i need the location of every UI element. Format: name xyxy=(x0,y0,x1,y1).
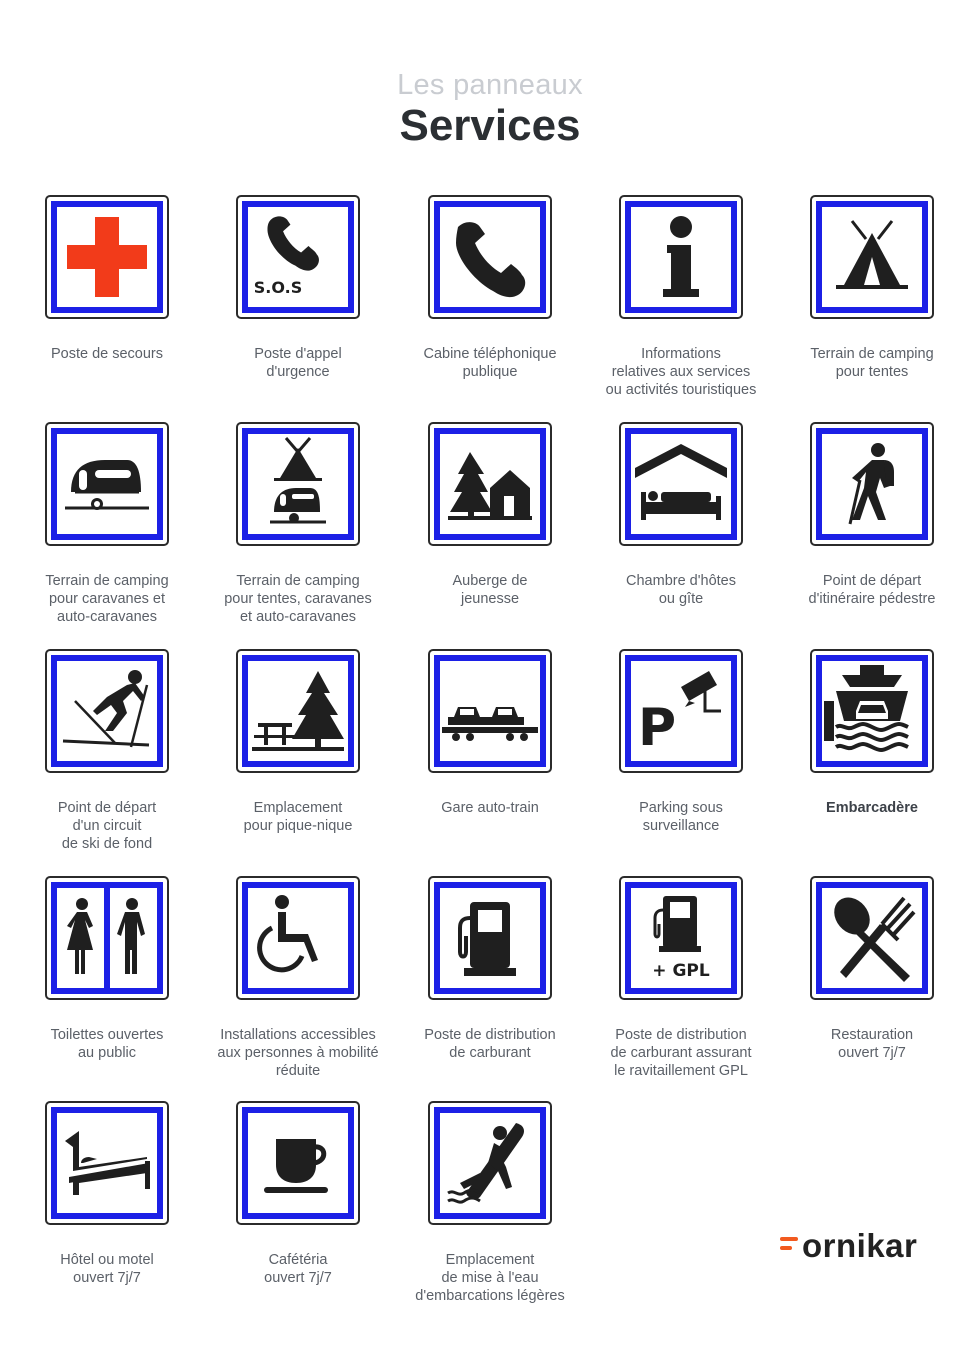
sign-card xyxy=(395,876,585,1062)
sign-face xyxy=(434,1107,546,1219)
sign-face xyxy=(434,201,546,313)
sign-label: Auberge de jeunesse xyxy=(452,573,528,607)
sign-symbol xyxy=(631,434,731,534)
sign-card xyxy=(12,1101,202,1287)
sign-card xyxy=(777,876,967,1062)
sign-face xyxy=(625,201,737,313)
svg-text:+ GPL: + GPL xyxy=(652,961,710,981)
sign-card xyxy=(395,1101,585,1305)
sign-label: Restauration ouvert 7j/7 xyxy=(830,1027,914,1061)
sign-label: Poste de distribution de carburant assurant le ravitaillement GPL xyxy=(610,1027,752,1079)
hiker-icon xyxy=(810,422,934,546)
sign-face xyxy=(434,882,546,994)
caravan-icon xyxy=(45,422,169,546)
sign-symbol xyxy=(57,1113,157,1213)
sign-card xyxy=(203,876,393,1080)
restaurant-icon xyxy=(810,876,934,1000)
sign-face xyxy=(51,655,163,767)
sign-face xyxy=(242,655,354,767)
sign-symbol xyxy=(440,661,540,761)
sign-face xyxy=(816,655,928,767)
gpl-fuel-icon xyxy=(619,876,743,1000)
sign-symbol xyxy=(822,661,922,761)
sign-label: Poste de distribution de carburant xyxy=(424,1027,556,1061)
sign-face xyxy=(625,428,737,540)
sign-face xyxy=(51,201,163,313)
sign-card xyxy=(395,195,585,381)
sign-label: Cafétéria ouvert 7j/7 xyxy=(264,1252,332,1286)
coffee-cup-icon xyxy=(236,1101,360,1225)
sign-card xyxy=(203,649,393,835)
sign-card xyxy=(586,195,776,399)
sign-symbol xyxy=(822,888,922,988)
sign-card xyxy=(395,649,585,817)
sign-label: Gare auto-train xyxy=(441,800,539,816)
page-subtitle: Les panneaux xyxy=(397,69,583,101)
logo-text: ornikar xyxy=(802,1227,918,1264)
sign-card xyxy=(586,876,776,1080)
svg-text:S.O.S: S.O.S xyxy=(253,278,303,297)
car-train-icon xyxy=(428,649,552,773)
sign-label: Embarcadère xyxy=(826,800,918,816)
sign-face xyxy=(434,428,546,540)
phone-handset-icon xyxy=(428,195,552,319)
sign-symbol xyxy=(631,661,731,761)
sign-face xyxy=(51,882,163,994)
sign-label: Hôtel ou motel ouvert 7j/7 xyxy=(60,1252,154,1286)
boat-launch-icon xyxy=(428,1101,552,1225)
sign-symbol xyxy=(57,434,157,534)
sign-label: Point de départ d'itinéraire pédestre xyxy=(808,573,936,607)
sign-symbol xyxy=(248,1113,348,1213)
sign-symbol xyxy=(248,888,348,988)
sign-label: Cabine téléphonique publique xyxy=(423,346,557,380)
sign-face xyxy=(242,201,354,313)
sign-symbol xyxy=(248,434,348,534)
hotel-bed-icon xyxy=(45,1101,169,1225)
youth-hostel-icon xyxy=(428,422,552,546)
fuel-pump-icon xyxy=(428,876,552,1000)
sign-symbol xyxy=(440,434,540,534)
cross-country-ski-icon xyxy=(45,649,169,773)
sign-card xyxy=(586,422,776,608)
sign-symbol xyxy=(57,661,157,761)
sign-label: Poste de secours xyxy=(50,346,164,362)
sign-face xyxy=(625,655,737,767)
sign-symbol xyxy=(440,888,540,988)
guest-room-icon xyxy=(619,422,743,546)
sign-face xyxy=(816,882,928,994)
logo-mark-icon xyxy=(780,1237,798,1255)
sign-label: Installations accessibles aux personnes à mobilité réduite xyxy=(217,1027,379,1079)
sign-card xyxy=(12,649,202,853)
sign-card xyxy=(203,1101,393,1287)
sign-card xyxy=(777,649,967,817)
ferry-icon xyxy=(810,649,934,773)
sign-face xyxy=(816,428,928,540)
sign-symbol xyxy=(57,888,157,988)
tent-icon xyxy=(810,195,934,319)
sign-card xyxy=(12,195,202,363)
sign-face xyxy=(816,201,928,313)
tent-caravan-icon xyxy=(236,422,360,546)
sign-symbol xyxy=(631,888,731,988)
sign-face xyxy=(51,1107,163,1219)
sign-label: Point de départ d'un circuit de ski de fond xyxy=(57,800,157,852)
toilets-icon xyxy=(45,876,169,1000)
sign-card xyxy=(777,422,967,608)
sign-symbol xyxy=(822,207,922,307)
info-icon xyxy=(619,195,743,319)
sign-label: Terrain de camping pour tentes, caravanes et auto-caravanes xyxy=(224,573,372,625)
sign-label: Emplacement pour pique-nique xyxy=(243,800,353,834)
sign-label: Chambre d'hôtes ou gîte xyxy=(626,573,736,607)
sign-label: Emplacement de mise à l'eau d'embarcations légères xyxy=(415,1252,565,1304)
sign-label: Poste d'appel d'urgence xyxy=(254,346,342,380)
picnic-icon xyxy=(236,649,360,773)
sign-label: Informations relatives aux services ou activités touristiques xyxy=(605,346,757,398)
sign-face xyxy=(242,428,354,540)
sign-label: Toilettes ouvertes au public xyxy=(50,1027,164,1061)
sign-face xyxy=(242,1107,354,1219)
first-aid-cross-icon xyxy=(45,195,169,319)
sign-symbol xyxy=(631,207,731,307)
sign-symbol xyxy=(440,207,540,307)
sign-face xyxy=(51,428,163,540)
sign-label: Parking sous surveillance xyxy=(639,800,723,834)
sign-card xyxy=(12,876,202,1062)
sign-symbol xyxy=(248,661,348,761)
cctv-parking-icon xyxy=(619,649,743,773)
sign-card xyxy=(12,422,202,626)
sign-symbol xyxy=(822,434,922,534)
sign-card xyxy=(203,195,393,381)
sign-face xyxy=(625,882,737,994)
sign-label: Terrain de camping pour tentes xyxy=(810,346,934,380)
svg-text:P: P xyxy=(637,698,677,758)
wheelchair-icon xyxy=(236,876,360,1000)
sign-face xyxy=(434,655,546,767)
sign-label: Terrain de camping pour caravanes et auto-caravanes xyxy=(45,573,169,625)
sign-card xyxy=(395,422,585,608)
sign-symbol xyxy=(440,1113,540,1213)
page-title: Services xyxy=(399,101,581,150)
ornikar-logo xyxy=(780,1226,940,1266)
header xyxy=(0,66,980,150)
sos-phone-icon xyxy=(236,195,360,319)
sign-card xyxy=(203,422,393,626)
sign-symbol xyxy=(248,207,348,307)
sign-symbol xyxy=(57,207,157,307)
sign-card xyxy=(777,195,967,381)
sign-card xyxy=(586,649,776,835)
sign-face xyxy=(242,882,354,994)
